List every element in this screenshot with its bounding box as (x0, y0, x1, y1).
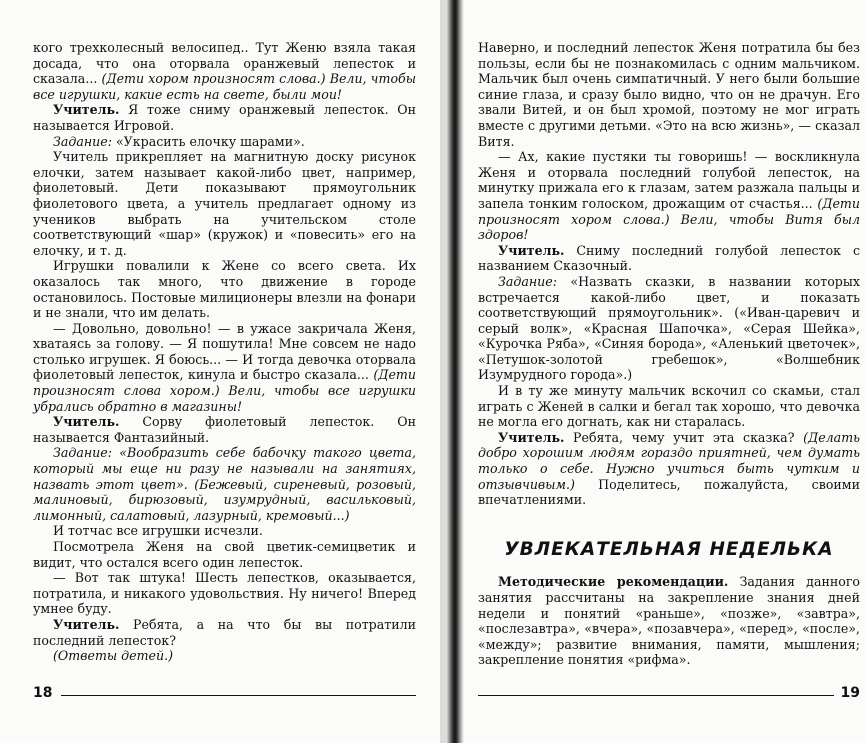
paragraph (33, 134, 416, 150)
paragraph (33, 258, 416, 320)
left-page-text (33, 40, 416, 664)
section-heading: УВЛЕКАТЕЛЬНАЯ НЕДЕЛЬКА (504, 538, 834, 560)
text-run: «Назвать сказки, в названии которых встречается какой-либо цвет, и показать соответствующий прямоугольник». («Иван-царевич и серый волк», «Красная Шапочка», «Серая Шейка», «Курочка Ряба», «Синяя борода», «Аленький цветочек», «Петушок-золотой гребешок», «Волшебник Изумрудного города».) (478, 273, 860, 383)
paragraph (33, 40, 416, 102)
speaker-label: Учитель. (53, 414, 120, 430)
paragraph (33, 617, 416, 648)
italic-text: (Делать добро хорошим людям гораздо приятней, чем думать только о себе. Нужно учиться быть чутким и отзывчивым.) (478, 429, 860, 492)
italic-text: (Дети произносят хором слова.) Вели, чтобы Витя был здоров! (478, 195, 860, 243)
italic-text: (Дети хором произносят слова.) Вели, чтобы все игрушки, какие есть на свете, были мои! (33, 71, 416, 102)
italic-text: Задание: (498, 273, 557, 289)
text-run: Я тоже сниму оранжевый лепесток. Он называется Игровой. (33, 102, 416, 133)
text-run: И тотчас все игрушки исчезли. (53, 523, 263, 539)
text-run: Поделитесь, пожалуйста, своими впечатлениями. (478, 476, 860, 508)
right-page-paragraphs-after-heading (478, 574, 860, 668)
paragraph (478, 40, 860, 149)
page-number-right: 19 (840, 685, 860, 701)
paragraph (478, 149, 860, 243)
left-page-footer (33, 685, 416, 707)
text-run: «Украсить елочку шарами». (111, 133, 305, 149)
paragraph (33, 414, 416, 445)
paragraph (33, 539, 416, 570)
text-run: — Ах, какие пустяки ты говоришь! — воскликнула Женя и оторвала последний голубой лепесток, на минутку прижала его к глазам, затем разжала пальцы и запела тонким голоском, дрожащим от счастья... (478, 149, 860, 211)
page-number-left: 18 (33, 685, 53, 701)
text-run: — Довольно, довольно! — в ужасе закричала Женя, хватаясь за голову. — Я пошутила! Мне совсем не надо столько игрушек. Я боюсь... — И тогда девочка оторвала фиолетовый лепесток, кинула и быстро сказала... (33, 320, 416, 383)
paragraph (478, 574, 860, 668)
right-page-footer (478, 685, 860, 707)
text-run: Учитель прикрепляет на магнитную доску рисунок елочки, затем называет какой-либо цвет, например, фиолетовый. Дети показывают прямоугольник фиолетового цвета, а учитель предлагает одному из учеников выбрать на учительском столе соответствующий «шар» (кружок) и «повесить» его на елочку, и т. д. (33, 149, 416, 258)
text-run: кого трехколесный велосипед.. Тут Женю взяла такая досада, что она оторвала оранжевый лепесток и сказала... (33, 40, 416, 87)
paragraph (33, 102, 416, 133)
footer-rule (61, 695, 416, 696)
speaker-label: Учитель. (53, 102, 120, 118)
speaker-label: Учитель. (498, 429, 565, 445)
right-page-text (478, 40, 860, 668)
text-run: Сорву фиолетовый лепесток. Он называется Фантазийный. (33, 414, 416, 445)
text-run: И в ту же минуту мальчик вскочил со скамьи, стал играть с Женей в салки и бегал так хорошо, что девочка не могла его догнать, как ни старалась. (478, 383, 860, 430)
italic-text: (Ответы детей.) (53, 648, 174, 664)
paragraph (478, 383, 860, 430)
text-run: Задания данного занятия рассчитаны на закрепление знания дней недели и понятий «раньше», «позже», «завтра», «послезавтра», «вчера», «позавчера», «перед», «после», «между»; развитие внимания, памяти, мышления; закрепление понятия «рифма». (478, 574, 860, 668)
paragraph (33, 321, 416, 415)
paragraph (33, 648, 416, 664)
paragraph (33, 445, 416, 523)
paragraph (478, 243, 860, 274)
text-run: Наверно, и последний лепесток Женя потратила бы без пользы, если бы не познакомилась с одним мальчиком. Мальчик был очень симпатичный. У него были большие синие глаза, и сразу было видно, что он не драчун. Его звали Витей, и он был хромой, поэтому не мог играть вместе с другими детьми. «Это на всю жизнь», — сказал Витя. (478, 40, 860, 149)
text-run: Ребята, а на что бы вы потратили последний лепесток? (33, 616, 416, 648)
text-run: Посмотрела Женя на свой цветик-семицветик и видит, что остался всего один лепесток. (33, 539, 416, 570)
italic-text: «Вообразить себе бабочку такого цвета, который мы еще ни разу не называли на занятиях, назвать этот цвет». (33, 445, 416, 492)
speaker-label: Учитель. (498, 242, 565, 258)
text-run: Сниму последний голубой лепесток с названием Сказочный. (478, 242, 860, 274)
left-page (0, 0, 432, 743)
right-page-paragraphs (478, 40, 860, 508)
paragraph (33, 149, 416, 258)
italic-text: (Дети произносят слова хором.) Вели, чтобы все игрушки убрались обратно в магазины! (33, 367, 416, 414)
right-page (432, 0, 865, 743)
paragraph (33, 570, 416, 617)
paragraph (478, 274, 860, 383)
speaker-label: Методические рекомендации. (498, 574, 729, 590)
footer-rule (478, 695, 834, 696)
speaker-label: Учитель. (53, 616, 120, 632)
italic-text: Задание: (53, 445, 112, 461)
text-run: Игрушки повалили к Жене со всего света. Их оказалось так много, что движение в городе остановилось. Постовые милиционеры влезли на фонари и не знали, что им делать. (33, 258, 416, 321)
text-run: Ребята, чему учит эта сказка? (564, 429, 804, 445)
italic-text: Задание: (53, 133, 112, 149)
text-run: — Вот так штука! Шесть лепестков, оказывается, потратила, и никакого удовольствия. Ну ничего! Вперед умнее буду. (33, 570, 416, 617)
paragraph (478, 430, 860, 508)
paragraph (33, 523, 416, 539)
italic-text: (Бежевый, сиреневый, розовый, малиновый, бирюзовый, изумрудный, васильковый, лимонный, салатовый, лазурный, кремовый...) (33, 476, 416, 523)
